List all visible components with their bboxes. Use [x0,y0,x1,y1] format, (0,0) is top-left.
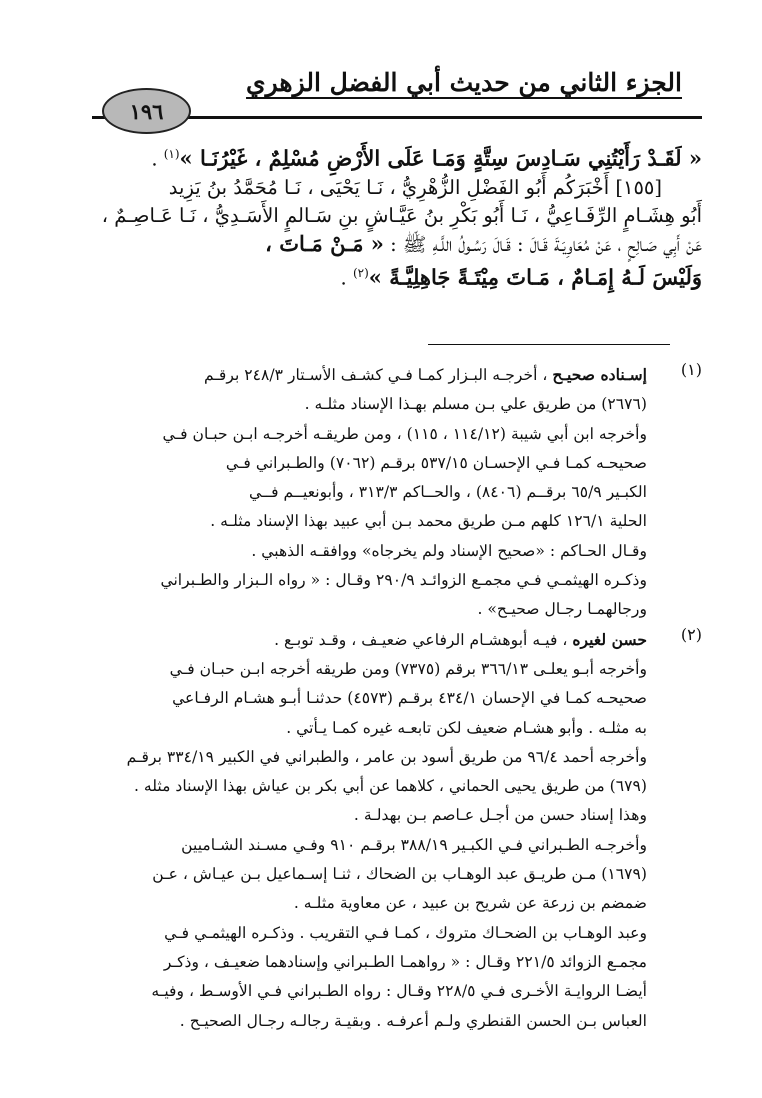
footnote-line: وأخرجه ابن أبي شيبة (١١٤/١٢ ، ١١٥) ، ومن طريقـه أخرجـه ابـن حبـان فـي [162,424,647,443]
footnote-line: ضمضم بن زرعة عن شريح بن عبيد ، عن معاوية مثلـه . [293,894,647,913]
footnote-line: وقـال الحـاكم : «صحيح الإسناد ولم يخرجاه» ووافقـه الذهبي . [251,541,647,560]
footnote-line: صحيحـه كمـا فـي الإحسـان ٥٣٧/١٥ برقـم (٧٠٦٢) والطـبراني فـي [225,453,647,472]
footnote-number: (٢) [680,624,702,644]
footnote-ref-2: (٢) [352,265,369,280]
footnotes [30,360,702,1036]
footnote-line: مجمـع الزوائد ٢٢١/٥ وقـال : « رواهمـا الطـبراني وإسنادهما ضعيـف ، وذكـر [163,952,647,971]
footnote-line: (١٦٧٩) مـن طريـق عبد الوهـاب بن الضحاك ، ثنـا إسـماعيل بـن عيـاش ، عـن [152,865,647,884]
page-number-badge [102,88,191,134]
running-title: الجزء الثاني من حديث أبي الفضل الزهري [246,68,682,97]
footnote-line: العباس بـن الحسن القنطري ولـم أعرفـه . وبقيـة رجالـه رجـال الصحيـح . [179,1011,647,1030]
matn-part-2: وَلَيْسَ لَـهُ إِمَـامٌ ، مَـاتَ مِيْتَـةً جَاهِلِيَّـةً » [368,264,702,289]
footnote-grade: حسن لغيره [572,629,647,649]
matn-end: . [340,266,347,289]
isnad-line-3 [58,230,702,259]
footnote-1 [30,360,702,625]
footnote-ref-1: (١) [163,147,180,161]
footnote-line: وأخرجه أحمد ٩٦/٤ من طريق أسود بن عامر ، والطبراني في الكبير ٣٣٤/١٩ برقـم [126,747,647,766]
footnote-line: وهذا إسناد حسن من أجـل عـاصم بـن بهدلـة . [353,806,647,825]
footnote-number: (١) [680,360,702,379]
opening-end: . [151,147,158,171]
page-header [92,62,702,132]
opening-line [58,140,702,174]
isnad-text-3: عَنْ أَبِي صَـالِحٍ ، عَنْ مُعَاوِيَـةَ قَـالَ : قَـالَ رَسُـولُ اللَّـهِ ﷺ : [390,232,702,256]
opening-quote: « لَقَـدْ رَأَيْتُنِي سَـادِسَ سِتَّةٍ وَمَـا عَلَى الأَرْضِ مُسْلِمٌ ، غَيْرُنَـا » [179,145,702,171]
footnote-line: صحيحـه كمـا في الإحسان ٤٣٤/١ برقـم (٤٥٧٣) حدثنـا أبـو هشـام الرفـاعي [172,689,647,708]
footnote-line: (٢٦٧٦) من طريق علي بـن مسلم بهـذا الإسناد مثلـه . [304,395,647,414]
footnote-line: به مثلـه . وأبو هشـام ضعيف لكن تابعـه غيره كمـا يـأتي . [286,718,647,737]
footnote-line: وعبد الوهـاب بن الضحـاك متروك ، كمـا فـي التقريب . وذكـره الهيثمـي فـي [164,923,647,942]
footnote-line: الكبـير ٦٥/٩ برقــم (٨٤٠٦) ، والحــاكم ٣١٣/٣ ، وأبونعيــم فــي [248,483,647,502]
matn-part-1: « مَـنْ مَـاتَ ، [265,230,384,256]
footnote-line: أيضـا الروايـة الأخـرى فـي ٢٢٨/٥ وقـال : رواه الطـبراني فـي الأوسـط ، وفيـه [151,982,647,1001]
matn-line [58,259,702,293]
footnote-grade: إسـناده صحيـح [552,365,647,384]
footnote-line: وأخرجه أبـو يعلـى ٣٦٦/١٣ برقم (٧٣٧٥) ومن طريقه أخرجه ابـن حبـان فـي [169,659,647,678]
main-text [58,140,702,292]
footnote-line: وأخرجـه الطـبراني فـي الكبـير ٣٨٨/١٩ برقـم ٩١٠ وفـي مسـند الشـاميين [181,835,647,854]
isnad-text-2: أَبُو هِشَـامٍ الرِّفَـاعِيُّ ، نَـا أَبُو بَكْرِ بنُ عَيَّـاشٍ بنِ سَـالمٍ الأَسَـدِيُّ ، نَـا عَـاصِـمٌ ، [101,203,702,227]
footnote-line: ، أخرجـه البـزار كمـا فـي كشـف الأسـتار ٢٤٨/٣ برقـم [203,366,548,384]
isnad-line-2 [58,202,702,230]
isnad-text-1: أَخْبَرَكُم أَبُو الفَضْلِ الزُّهْرِيُّ ، نَـا يَحْيَى ، نَـا مُحَمَّدُ بنُ يَزِيد [168,175,610,199]
footnote-2 [30,625,702,1036]
footnote-line: (٦٧٩) من طريق يحيى الحماني ، كلاهما عن أبي بكر بن عياش بهذا الإسناد مثله . [133,777,647,796]
footnote-line: وذكـره الهيثمـي فـي مجمـع الزوائـد ٢٩٠/٩ وقـال : « رواه الـبزار والطـبراني [160,571,647,590]
hadith-number: [١٥٥] [615,175,662,199]
footnote-line: ورجالهمـا رجـال صحيـح» . [477,600,647,619]
footnote-separator [428,344,670,345]
footnote-line: الحلية ١٢٦/١ كلهم مـن طريق محمد بـن أبي عبيد بهذا الإسناد مثلـه . [210,512,647,531]
page-number: ١٩٦ [129,98,164,124]
isnad-line-1 [58,174,702,202]
footnote-line: ، فيـه أبوهشـام الرفاعي ضعيـف ، وقـد توبـع . [274,630,568,649]
